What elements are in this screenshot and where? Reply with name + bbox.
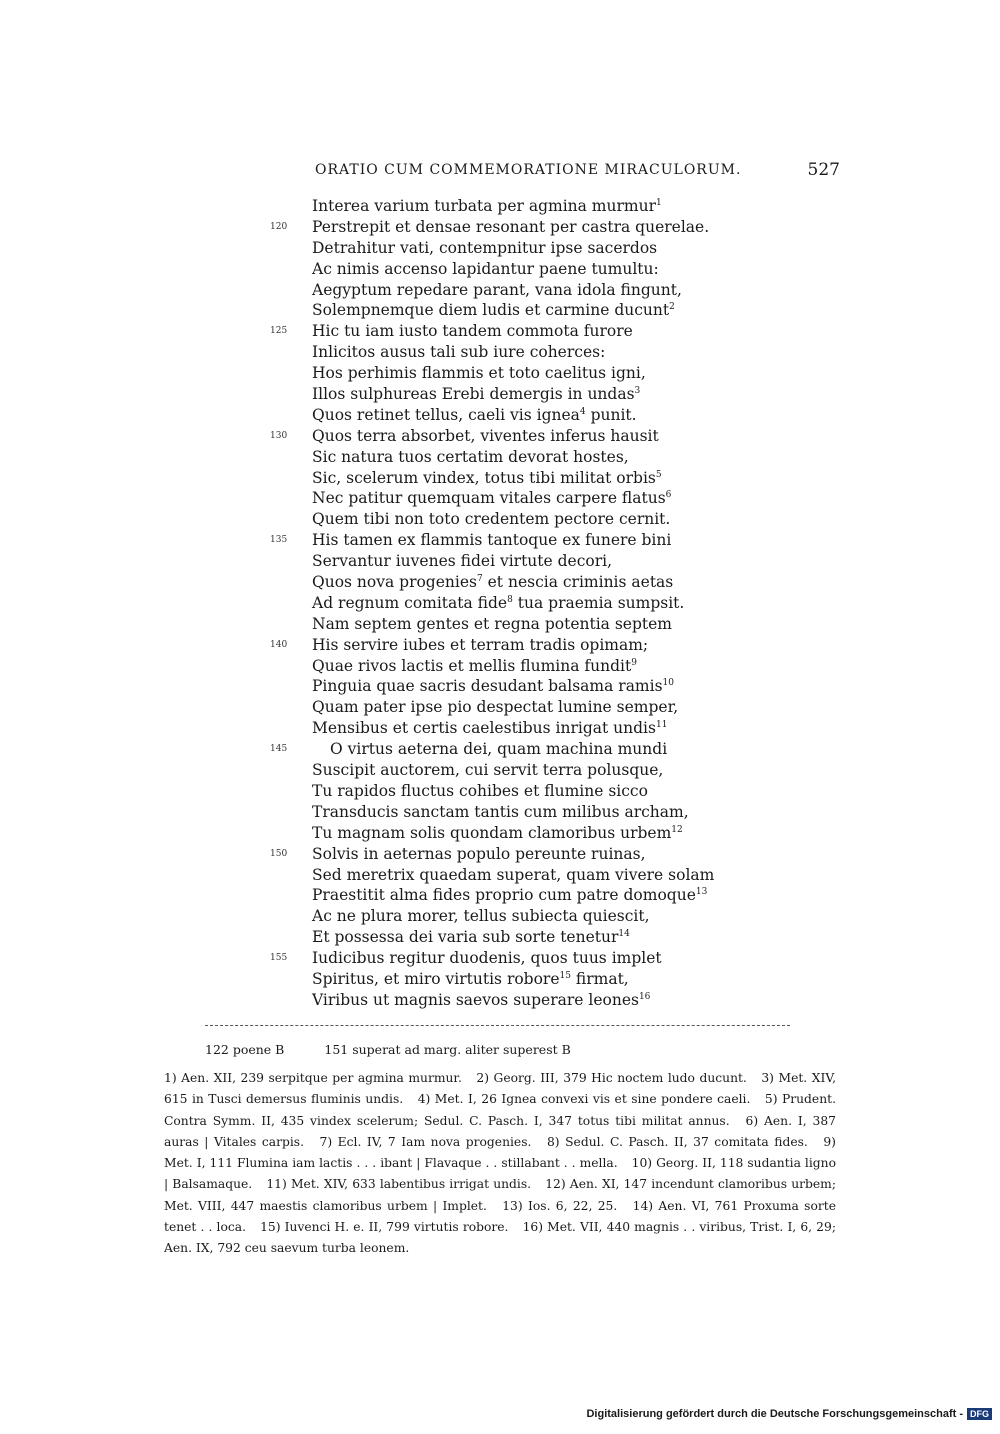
verse-line bbox=[0, 363, 1000, 384]
verse-words: Viribus ut magnis saevos superare leones bbox=[312, 990, 639, 1009]
verse-line bbox=[0, 488, 1000, 509]
line-number: 130 bbox=[270, 430, 288, 441]
verse-words: Quos terra absorbet, viventes inferus hausit bbox=[312, 426, 659, 445]
verse-words: Servantur iuvenes fidei virtute decori, bbox=[312, 552, 613, 571]
verse-line bbox=[0, 844, 1000, 865]
verse-line bbox=[0, 614, 1000, 635]
verse-text bbox=[312, 300, 675, 321]
footnote-marker[interactable]: 12 bbox=[671, 824, 683, 835]
verse-text bbox=[312, 865, 714, 886]
verse-words: Ac ne plura morer, tellus subiecta quiescit, bbox=[312, 907, 650, 926]
verse-text bbox=[312, 760, 663, 781]
verse-words: Mensibus et certis caelestibus inrigat undis bbox=[312, 719, 656, 738]
verse-words: Ad regnum comitata fide bbox=[312, 593, 508, 612]
footnote: 4) Met. I, 26 Ignea convexi vis et sine pondere caeli. bbox=[417, 1092, 751, 1107]
verse-line bbox=[0, 948, 1000, 969]
footnote-marker[interactable]: 10 bbox=[662, 678, 674, 689]
verse-text bbox=[312, 948, 662, 969]
verse-text bbox=[312, 280, 682, 301]
verse-words: Aegyptum repedare parant, vana idola fingunt, bbox=[312, 280, 682, 299]
verse-line bbox=[0, 447, 1000, 468]
footnote: 13) Ios. 6, 22, 25. bbox=[502, 1198, 618, 1213]
footnote-marker[interactable]: 7 bbox=[476, 573, 483, 584]
verse-line bbox=[0, 509, 1000, 530]
verse-text bbox=[312, 823, 683, 844]
footnote-marker[interactable]: 3 bbox=[634, 385, 641, 396]
footnote: 12) Aen. XI, 147 incendunt clamoribus urbem; Met. VIII, 447 maestis clamoribus urbem | Implet. bbox=[164, 1177, 836, 1213]
line-number: 135 bbox=[270, 535, 288, 546]
verse-words: O virtus aeterna dei, quam machina mundi bbox=[330, 740, 668, 759]
verse-line bbox=[0, 530, 1000, 551]
verse-words: Sic, scelerum vindex, totus tibi militat orbis bbox=[312, 468, 656, 487]
verse-text bbox=[312, 781, 648, 802]
verse-text bbox=[312, 196, 662, 217]
footnote-marker[interactable]: 4 bbox=[579, 406, 586, 417]
verse-text bbox=[312, 656, 637, 677]
verse-text bbox=[312, 259, 659, 280]
verse-words: Inlicitos ausus tali sub iure coherces: bbox=[312, 343, 606, 362]
verse-words: Detrahitur vati, contempnitur ipse sacerdos bbox=[312, 238, 658, 257]
verse-line bbox=[0, 321, 1000, 342]
verse-block bbox=[0, 196, 1000, 1011]
apparatus-entry: 151 superat ad marg. aliter superest B bbox=[324, 1042, 571, 1057]
running-title: ORATIO CUM COMMEMORATIONE MIRACULORUM. bbox=[315, 162, 742, 178]
verse-line bbox=[0, 635, 1000, 656]
verse-line bbox=[0, 697, 1000, 718]
line-number: 155 bbox=[270, 953, 288, 964]
verse-words: Sic natura tuos certatim devorat hostes, bbox=[312, 447, 629, 466]
verse-line bbox=[0, 572, 1000, 593]
verse-words: Quae rivos lactis et mellis flumina fundit bbox=[312, 656, 632, 675]
verse-text bbox=[312, 718, 667, 739]
verse-line bbox=[0, 468, 1000, 489]
verse-text bbox=[312, 990, 650, 1011]
verse-text bbox=[312, 927, 630, 948]
verse-line bbox=[0, 676, 1000, 697]
verse-text bbox=[312, 802, 689, 823]
verse-text bbox=[330, 739, 667, 760]
verse-words: Solempnemque diem ludis et carmine ducunt bbox=[312, 301, 670, 320]
verse-words: Sed meretrix quaedam superat, quam vivere solam bbox=[312, 865, 715, 884]
verse-words: Spiritus, et miro virtutis robore bbox=[312, 969, 560, 988]
verse-line bbox=[0, 760, 1000, 781]
verse-words: Hos perhimis flammis et toto caelitus igni, bbox=[312, 364, 646, 383]
footnote-marker[interactable]: 13 bbox=[695, 887, 708, 898]
footnote: 2) Georg. III, 379 Hic noctem ludo ducunt. bbox=[476, 1071, 747, 1085]
verse-line bbox=[0, 280, 1000, 301]
footnote-divider bbox=[205, 1025, 790, 1026]
footnote-marker[interactable]: 2 bbox=[669, 302, 675, 313]
verse-words: Pinguia quae sacris desudant balsama ramis bbox=[312, 677, 663, 696]
verse-words: Nec patitur quemquam vitales carpere flatus bbox=[312, 489, 666, 508]
footnote: 10) Georg. II, 118 sudantia ligno | Balsamaque. bbox=[164, 1156, 836, 1192]
verse-text bbox=[312, 384, 640, 405]
verse-words: Et possessa dei varia sub sorte tenetur bbox=[312, 928, 619, 947]
verse-line bbox=[0, 656, 1000, 677]
verse-words: Interea varium turbata per agmina murmur bbox=[312, 197, 656, 215]
footnote: 1) Aen. XII, 239 serpitque per agmina murmur. bbox=[164, 1071, 462, 1085]
footnote: 15) Iuvenci H. e. II, 799 virtutis robore. bbox=[260, 1220, 509, 1235]
line-number: 145 bbox=[270, 744, 288, 755]
verse-text bbox=[312, 447, 629, 468]
verse-words: Hic tu iam iusto tandem commota furore bbox=[312, 322, 633, 341]
verse-line bbox=[0, 238, 1000, 259]
verse-words-tail: et nescia criminis aetas bbox=[482, 573, 674, 592]
verse-words: Illos sulphureas Erebi demergis in undas bbox=[312, 385, 635, 404]
verse-words: Tu magnam solis quondam clamoribus urbem bbox=[312, 823, 672, 842]
verse-line bbox=[0, 718, 1000, 739]
verse-line bbox=[0, 426, 1000, 447]
verse-words: His servire iubes et terram tradis opimam; bbox=[312, 635, 649, 654]
verse-line bbox=[0, 781, 1000, 802]
verse-line bbox=[0, 300, 1000, 321]
verse-text bbox=[312, 468, 662, 489]
footnote-marker[interactable]: 14 bbox=[618, 929, 630, 940]
footnote-marker[interactable]: 1 bbox=[656, 197, 662, 208]
footnote-marker[interactable]: 11 bbox=[655, 720, 668, 731]
verse-words: Quos nova progenies bbox=[312, 573, 477, 592]
verse-words: Ac nimis accenso lapidantur paene tumultu: bbox=[312, 259, 659, 278]
footnote-marker[interactable]: 8 bbox=[507, 594, 513, 605]
verse-text bbox=[312, 238, 657, 259]
verse-text bbox=[312, 885, 707, 906]
page-number: 527 bbox=[807, 160, 840, 180]
verse-text bbox=[312, 509, 670, 530]
verse-words: Solvis in aeternas populo pereunte ruinas, bbox=[312, 844, 646, 863]
footnotes bbox=[164, 1068, 836, 1260]
verse-text bbox=[312, 551, 612, 572]
verse-text bbox=[312, 530, 671, 551]
verse-words-tail: firmat, bbox=[570, 969, 629, 988]
footnote-marker[interactable]: 5 bbox=[655, 469, 662, 480]
verse-words: Iudicibus regitur duodenis, quos tuus implet bbox=[312, 949, 662, 968]
apparatus-entry: 122 poene B bbox=[205, 1042, 285, 1057]
verse-words: Tu rapidos fluctus cohibes et flumine sicco bbox=[312, 781, 648, 800]
verse-text bbox=[312, 572, 673, 593]
verse-text bbox=[312, 488, 671, 509]
verse-words: Quos retinet tellus, caeli vis ignea bbox=[312, 405, 580, 424]
verse-line bbox=[0, 593, 1000, 614]
line-number: 120 bbox=[270, 221, 288, 232]
footnote-marker[interactable]: 15 bbox=[559, 970, 571, 981]
verse-text bbox=[312, 697, 678, 718]
footer-text: Digitalisierung gefördert durch die Deutsche Forschungsgemeinschaft - bbox=[586, 1408, 963, 1420]
footnote: 9) Met. I, 111 Flumina iam lactis . . . ibant | Flavaque . . stillabant . . mella. bbox=[164, 1134, 836, 1171]
verse-line bbox=[0, 969, 1000, 990]
verse-words-tail: tua praemia sumpsit. bbox=[512, 593, 685, 612]
verse-line bbox=[0, 990, 1000, 1011]
verse-words: His tamen ex flammis tantoque ex funere bini bbox=[312, 531, 672, 550]
page-header bbox=[160, 160, 840, 184]
verse-text bbox=[312, 906, 650, 927]
verse-line bbox=[0, 906, 1000, 927]
verse-text bbox=[312, 593, 684, 614]
verse-text bbox=[312, 405, 637, 426]
line-number: 125 bbox=[270, 326, 288, 337]
verse-text bbox=[312, 969, 629, 990]
footnote: 7) Ecl. IV, 7 Iam nova progenies. bbox=[319, 1134, 532, 1149]
verse-words: Suscipit auctorem, cui servit terra polusque, bbox=[312, 761, 664, 780]
verse-words: Quem tibi non toto credentem pectore cernit. bbox=[312, 510, 671, 529]
verse-line bbox=[0, 823, 1000, 844]
verse-words: Perstrepit et densae resonant per castra querelae. bbox=[312, 217, 710, 236]
verse-line bbox=[0, 865, 1000, 886]
verse-line bbox=[0, 342, 1000, 363]
verse-line bbox=[0, 405, 1000, 426]
verse-text bbox=[312, 635, 648, 656]
footnote-marker[interactable]: 16 bbox=[638, 991, 651, 1002]
verse-text bbox=[312, 676, 674, 697]
verse-text bbox=[312, 342, 605, 363]
verse-text bbox=[312, 844, 646, 865]
verse-text bbox=[312, 614, 672, 635]
dfg-logo[interactable]: DFG bbox=[967, 1408, 992, 1420]
verse-line bbox=[0, 217, 1000, 238]
critical-apparatus bbox=[205, 1042, 611, 1057]
line-number: 150 bbox=[270, 848, 288, 859]
footnote: 5) Prudent. Contra Symm. II, 435 vindex scelerum; Sedul. C. Pasch. I, 347 totus tibi militat annus. bbox=[164, 1092, 836, 1128]
digitization-footer bbox=[586, 1408, 992, 1420]
verse-text bbox=[312, 426, 659, 447]
footnote: 16) Met. VII, 440 magnis . . viribus, Trist. I, 6, 29; Aen. IX, 792 ceu saevum turba leonem. bbox=[164, 1220, 836, 1256]
verse-words: Nam septem gentes et regna potentia septem bbox=[312, 614, 672, 633]
verse-text bbox=[312, 321, 633, 342]
verse-line bbox=[0, 885, 1000, 906]
verse-words: Quam pater ipse pio despectat lumine semper, bbox=[312, 698, 679, 717]
verse-line bbox=[0, 739, 1000, 760]
footnote: 6) Aen. I, 387 auras | Vitales carpis. bbox=[164, 1113, 836, 1149]
footnote: 3) Met. XIV, 615 in Tusci demersus fluminis undis. bbox=[164, 1071, 836, 1107]
footnote: 8) Sedul. C. Pasch. II, 37 comitata fides. bbox=[546, 1134, 808, 1149]
verse-line bbox=[0, 259, 1000, 280]
footnote: 14) Aen. VI, 761 Proxuma sorte tenet . . loca. bbox=[164, 1198, 836, 1235]
verse-line bbox=[0, 551, 1000, 572]
verse-words: Praestitit alma fides proprio cum patre domoque bbox=[312, 886, 696, 905]
verse-words-tail: punit. bbox=[585, 405, 637, 424]
footnote-marker[interactable]: 9 bbox=[631, 657, 637, 668]
footnote: 11) Met. XIV, 633 labentibus irrigat undis. bbox=[266, 1177, 532, 1192]
verse-line bbox=[0, 196, 1000, 217]
verse-line bbox=[0, 384, 1000, 405]
verse-words: Transducis sanctam tantis cum milibus archam, bbox=[312, 802, 689, 821]
line-number: 140 bbox=[270, 639, 288, 650]
verse-line bbox=[0, 927, 1000, 948]
verse-text bbox=[312, 217, 709, 238]
footnote-marker[interactable]: 6 bbox=[665, 490, 672, 501]
verse-line bbox=[0, 802, 1000, 823]
verse-text bbox=[312, 363, 646, 384]
